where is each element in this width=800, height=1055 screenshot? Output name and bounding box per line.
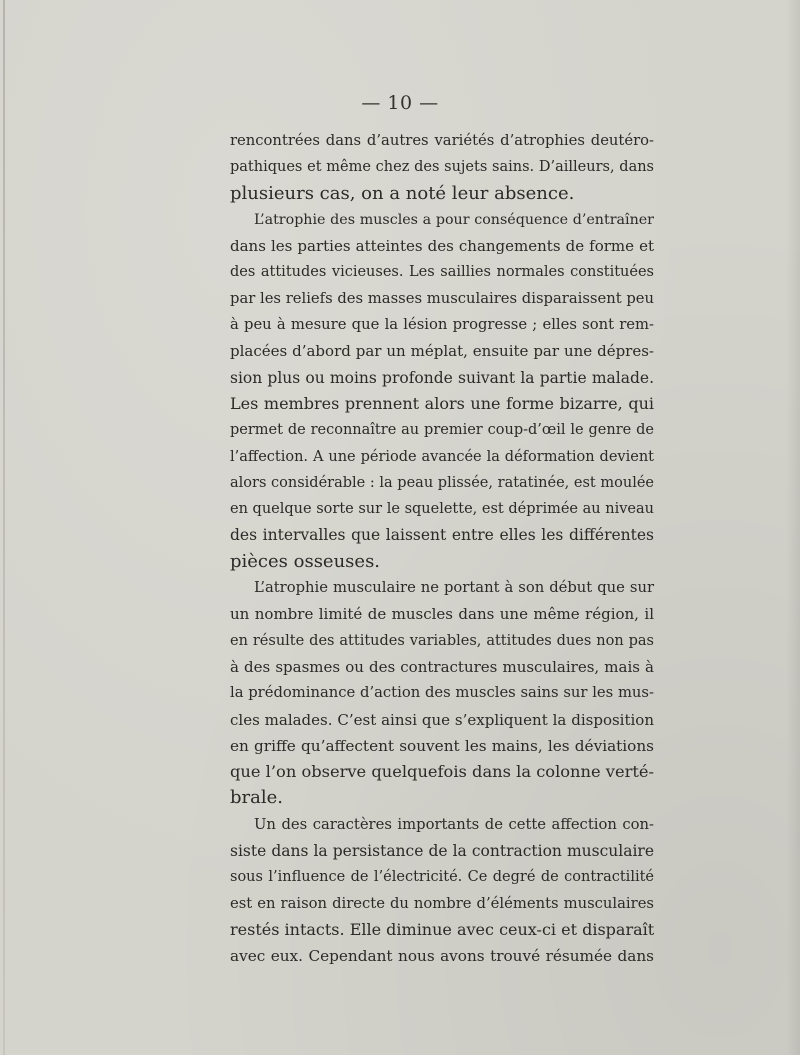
- text-line: dans les parties atteintes des changements de forme et: [230, 237, 654, 256]
- body-text: [230, 128, 654, 970]
- text-line: pièces osseuses.: [230, 550, 381, 572]
- text-line: plusieurs cas, on a noté leur absence.: [230, 182, 575, 204]
- text-line: des intervalles que laissent entre elles les différentes: [230, 526, 654, 545]
- text-line: rencontrées dans d’autres variétés d’atrophies deutéro-: [230, 132, 654, 149]
- text-line: alors considérable : la peau plissée, ratatinée, est moulée: [230, 474, 654, 491]
- text-line: en quelque sorte sur le squelette, est déprimée au niveau: [230, 501, 654, 518]
- text-line: des attitudes vicieuses. Les saillies normales constituées: [230, 264, 654, 281]
- text-line: placées d’abord par un méplat, ensuite par une dépres-: [230, 342, 654, 361]
- text-line: Un des caractères importants de cette affection con-: [254, 815, 654, 833]
- text-line: par les reliefs des masses musculaires disparaissent peu: [230, 289, 654, 307]
- page-left-edge: [3, 0, 5, 1055]
- text-line: en griffe qu’affectent souvent les mains, les déviations: [230, 736, 654, 755]
- text-line: L’atrophie des muscles a pour conséquence d’entraîner: [254, 211, 654, 228]
- text-line: à peu à mesure que la lésion progresse ; elles sont rem-: [230, 316, 654, 334]
- text-line: un nombre limité de muscles dans une même région, il: [230, 605, 654, 624]
- text-line: avec eux. Cependant nous avons trouvé résumée dans: [230, 947, 654, 966]
- text-line: cles malades. C’est ainsi que s’expliquent la disposition: [230, 710, 654, 729]
- text-line: la prédominance d’action des muscles sains sur les mus-: [230, 684, 654, 702]
- text-line: en résulte des attitudes variables, attitudes dues non pas: [230, 632, 654, 649]
- text-line: Les membres prennent alors une forme bizarre, qui: [230, 393, 654, 413]
- text-line: à des spasmes ou des contractures musculaires, mais à: [230, 657, 654, 676]
- text-line: sous l’influence de l’électricité. Ce degré de contractilité: [230, 869, 654, 886]
- text-line: restés intacts. Elle diminue avec ceux-ci et disparaît: [230, 919, 655, 939]
- text-line: L’atrophie musculaire ne portant à son début que sur: [254, 579, 654, 597]
- page-right-edge-shadow: [786, 0, 800, 1055]
- text-line: que l’on observe quelquefois dans la colonne verté-: [230, 762, 654, 782]
- text-line: permet de reconnaître au premier coup-d’œil le genre de: [230, 422, 654, 439]
- text-line: brale.: [230, 787, 283, 809]
- text-line: siste dans la persistance de la contraction musculaire: [230, 842, 654, 861]
- text-line: est en raison directe du nombre d’éléments musculaires: [230, 894, 654, 912]
- text-line: pathiques et même chez des sujets sains. D’ailleurs, dans: [230, 159, 654, 176]
- text-line: l’affection. A une période avancée la déformation devient: [230, 448, 654, 465]
- text-line: sion plus ou moins profonde suivant la partie malade.: [230, 368, 654, 387]
- page-number: — 10 —: [361, 92, 439, 114]
